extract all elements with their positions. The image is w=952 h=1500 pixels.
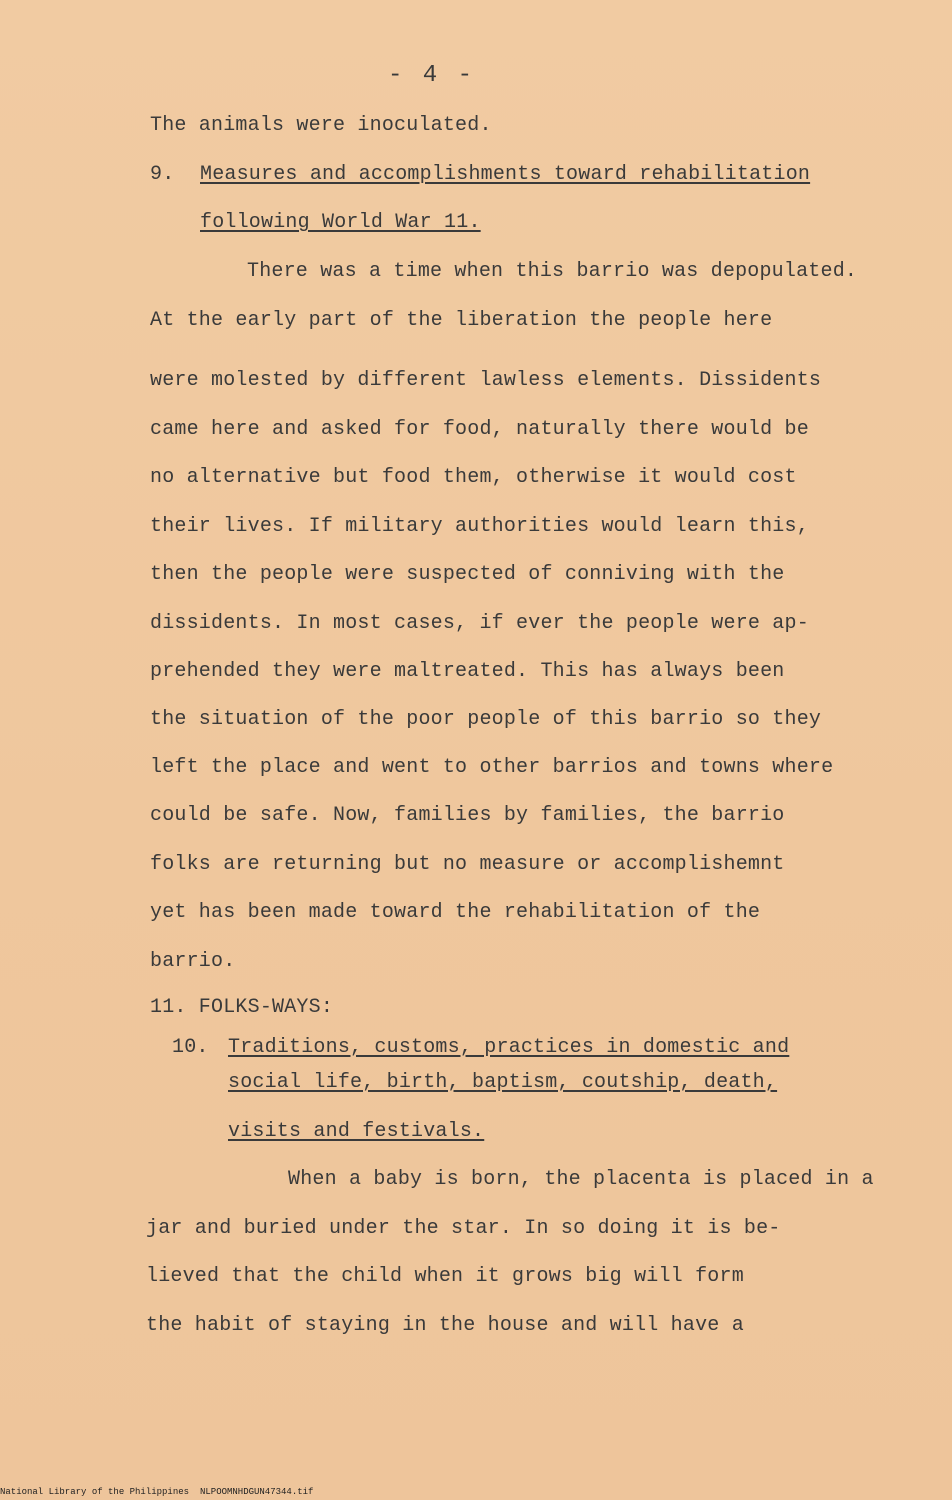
section-number: 10. <box>172 1036 209 1059</box>
page-number: - 4 - <box>388 62 476 89</box>
text-line: then the people were suspected of conniving with the <box>150 563 785 586</box>
text-line: the habit of staying in the house and will have a <box>146 1314 744 1337</box>
text-line: prehended they were maltreated. This has always been <box>150 660 785 683</box>
text-line: came here and asked for food, naturally there would be <box>150 418 809 441</box>
scan-footer <box>0 1487 314 1498</box>
text-line: At the early part of the liberation the people here <box>150 309 773 332</box>
section-heading: Traditions, customs, practices in domestic and <box>228 1036 790 1059</box>
text-line: jar and buried under the star. In so doing it is be- <box>146 1217 781 1240</box>
section-heading: 11. FOLKS-WAYS: <box>150 996 334 1019</box>
text-line: no alternative but food them, otherwise it would cost <box>150 466 797 489</box>
text-line: dissidents. In most cases, if ever the people were ap- <box>150 612 809 635</box>
text-line: barrio. <box>150 950 236 973</box>
footer-source: National Library of the Philippines <box>0 1487 190 1497</box>
section-heading: Measures and accomplishments toward rehabilitation <box>200 163 811 186</box>
text-line: The animals were inoculated. <box>150 114 492 137</box>
text-line: could be safe. Now, families by families, the barrio <box>150 804 785 827</box>
text-line: lieved that the child when it grows big will form <box>146 1265 744 1288</box>
section-heading: social life, birth, baptism, coutship, death, <box>228 1071 778 1094</box>
text-line: were molested by different lawless elements. Dissidents <box>150 369 822 392</box>
footer-file: NLPOOMNHDGUN47344.tif <box>200 1487 314 1497</box>
text-line: left the place and went to other barrios and towns where <box>150 756 834 779</box>
text-line: folks are returning but no measure or accomplishemnt <box>150 853 785 876</box>
section-heading: visits and festivals. <box>228 1120 485 1143</box>
section-heading: following World War 11. <box>200 211 481 234</box>
section-number: 9. <box>150 163 175 186</box>
text-line: When a baby is born, the placenta is placed in a <box>288 1168 874 1191</box>
text-line: the situation of the poor people of this barrio so they <box>150 708 822 731</box>
text-line: There was a time when this barrio was depopulated. <box>247 260 858 283</box>
text-line: yet has been made toward the rehabilitation of the <box>150 901 761 924</box>
text-line: their lives. If military authorities would learn this, <box>150 515 809 538</box>
